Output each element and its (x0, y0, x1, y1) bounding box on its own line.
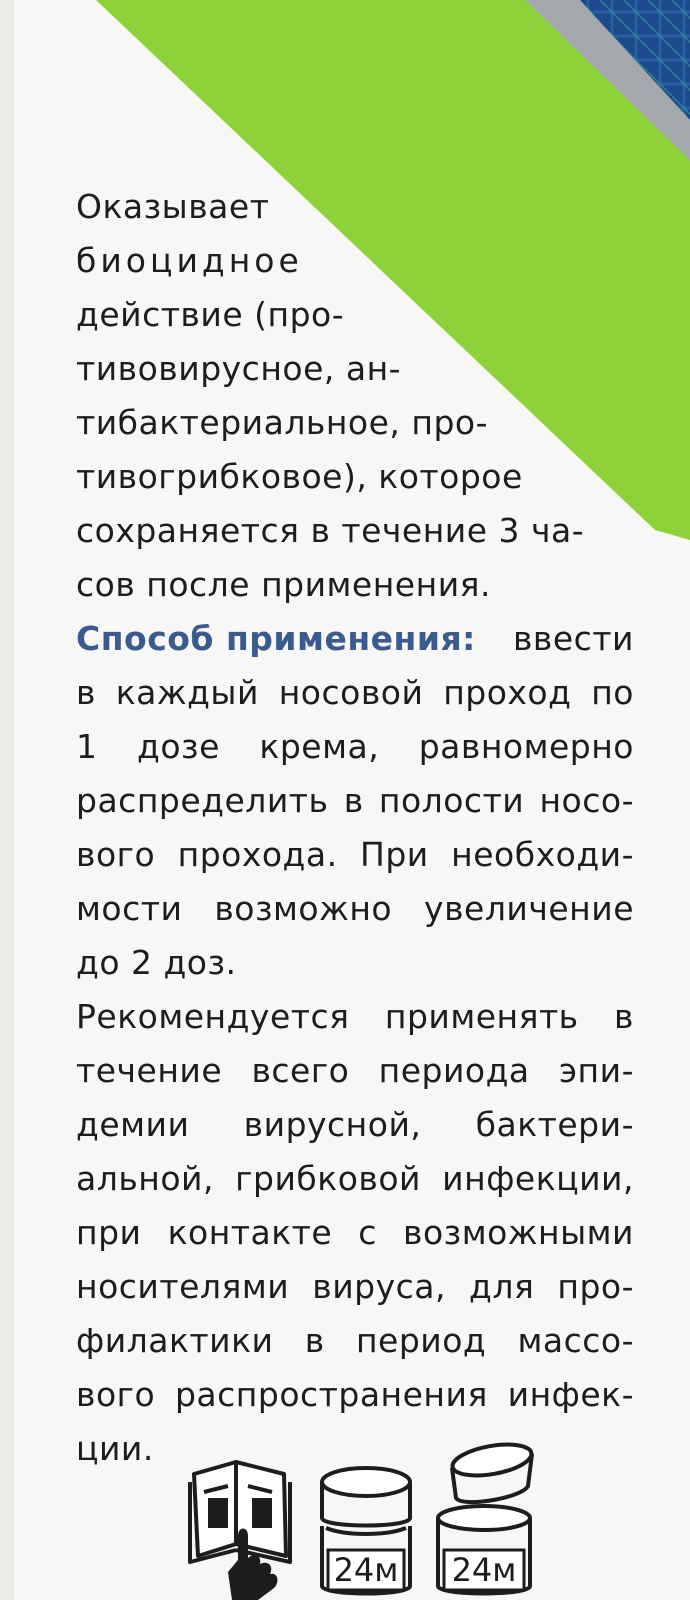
text-line: демии вирусной, бактери- (76, 1105, 634, 1144)
open-jar-24m-icon (316, 1432, 416, 1600)
paragraph-effect (76, 180, 634, 612)
text-line: вого прохода. При необходи- (76, 835, 634, 874)
text-line: Рекомендуется применять в (76, 997, 634, 1036)
text-line: тивовирусное, ан- (76, 349, 402, 388)
pictogram-row (188, 1432, 538, 1600)
text-line: носителями вируса, для про- (76, 1267, 634, 1306)
paragraph-method (76, 612, 634, 990)
text-line: филактики в период массо- (76, 1321, 634, 1360)
method-first-line (76, 612, 634, 666)
text-line: Оказывает (76, 187, 270, 226)
text-line: в каждый носовой проход по (76, 673, 634, 712)
text-line: тибактериальное, про- (76, 403, 489, 442)
text-line: течение всего периода эпи- (76, 1051, 634, 1090)
text-line: сов после применения. (76, 565, 491, 604)
text-line: распределить в полости носо- (76, 781, 634, 820)
text-line: вого распространения инфек- (76, 1375, 634, 1414)
text-line: ввести (512, 619, 634, 658)
text-line: при контакте с возможными (76, 1213, 634, 1252)
paragraph-recommendation (76, 990, 634, 1476)
text-line: биоцидное (76, 241, 303, 280)
text-line: действие (про- (76, 295, 345, 334)
shelf-life-label: 24м (333, 1551, 399, 1589)
read-instructions-icon (188, 1432, 294, 1600)
text-line: сохраняется в течение 3 ча- (76, 511, 585, 550)
shelf-life-label: 24м (451, 1551, 517, 1589)
description-text (76, 180, 634, 1476)
text-line: до 2 доз. (76, 943, 237, 982)
method-label: Способ применения: (76, 619, 476, 658)
text-line: альной, грибковой инфекции, (76, 1159, 634, 1198)
text-line: 1 дозе крема, равномерно (76, 727, 634, 766)
opened-lid-24m-icon (432, 1432, 538, 1600)
text-line: тивогрибковое), которое (76, 457, 523, 496)
text-line: ции. (76, 1429, 154, 1468)
text-line: мости возможно увеличение (76, 889, 634, 928)
